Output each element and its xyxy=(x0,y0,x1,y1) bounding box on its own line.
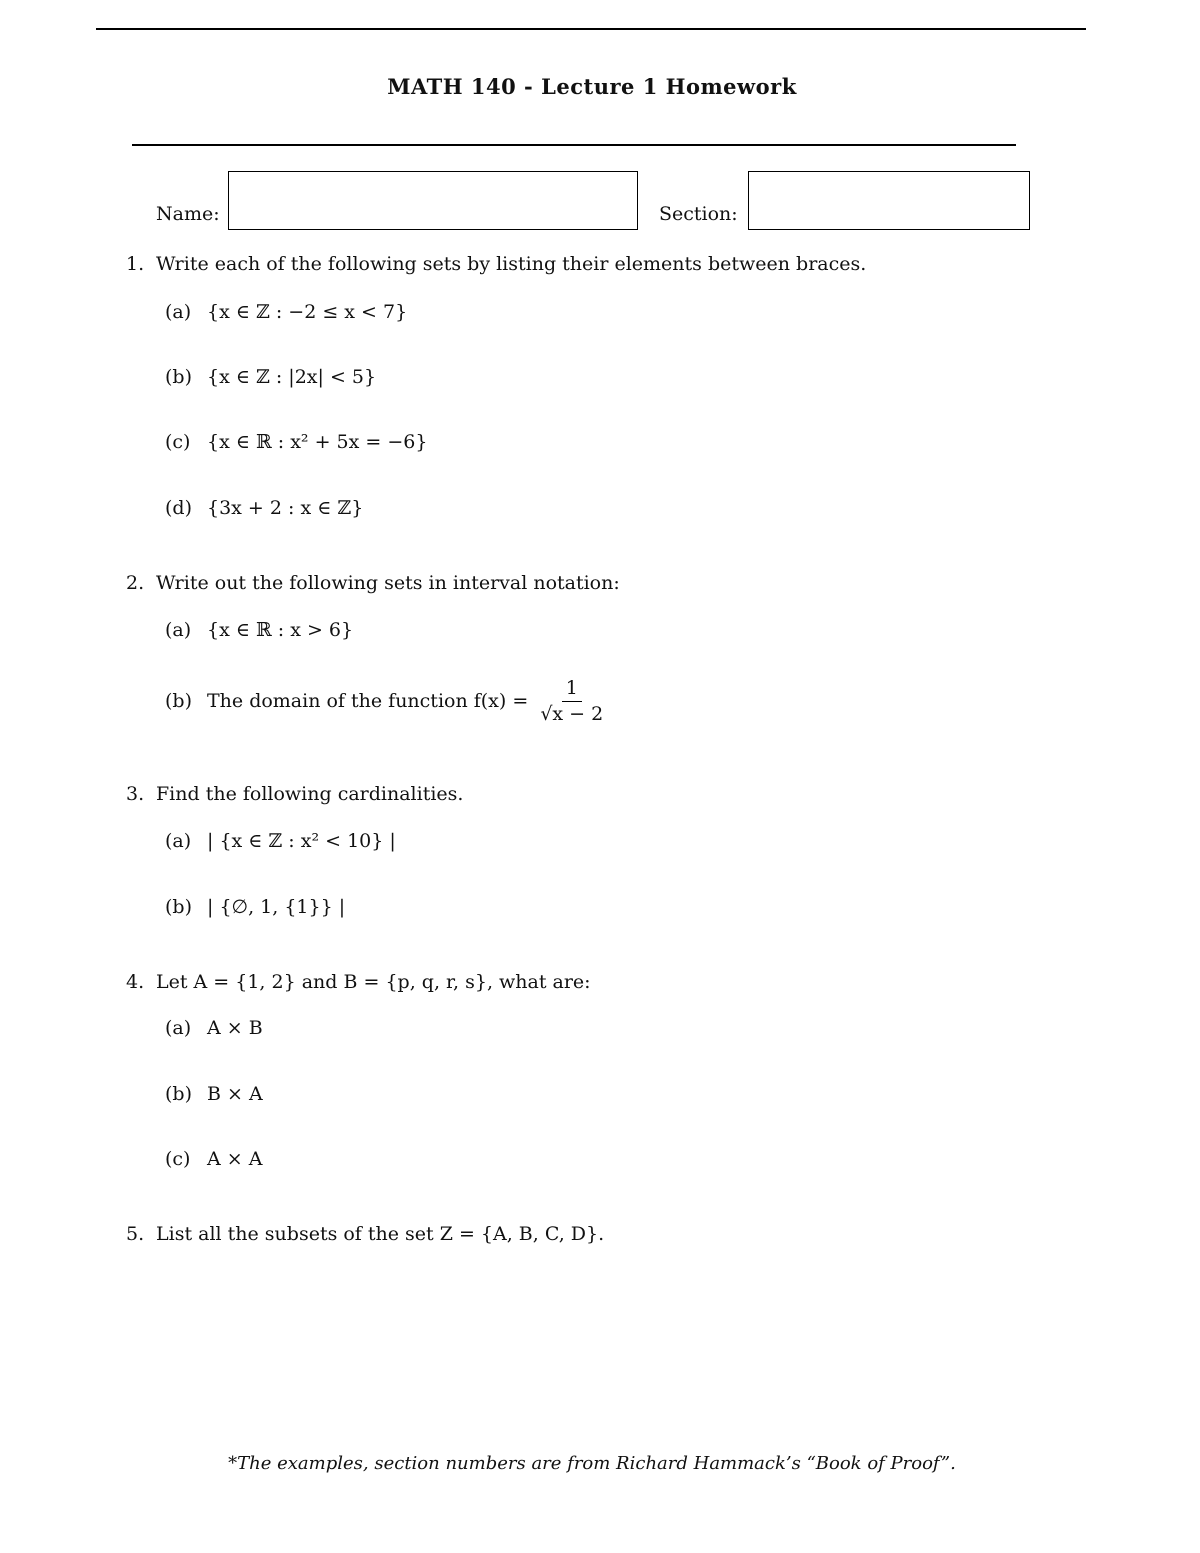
question-text: Write each of the following sets by listing their elements between braces. xyxy=(156,253,867,275)
part-text: A × B xyxy=(207,1017,263,1039)
question-text: Find the following cardinalities. xyxy=(156,783,464,805)
footnote: *The examples, section numbers are from Richard Hammack’s “Book of Proof”. xyxy=(228,1453,956,1474)
part-label: (b) xyxy=(165,896,192,918)
name-field[interactable] xyxy=(228,171,638,230)
fraction xyxy=(540,678,603,726)
part-text: {x ∈ ℤ : −2 ≤ x < 7} xyxy=(207,301,408,323)
part-text: The domain of the function f(x) = xyxy=(207,689,529,712)
part-text: A × A xyxy=(207,1148,263,1170)
question-number: 4. xyxy=(126,971,145,993)
question-1 xyxy=(126,253,866,275)
question-4-part-c xyxy=(165,1148,262,1170)
part-text: | {x ∈ ℤ : x² < 10} | xyxy=(207,830,396,852)
fraction-denominator: √x − 2 xyxy=(540,702,604,725)
section-label: Section: xyxy=(659,203,738,225)
top-rule xyxy=(96,28,1086,30)
part-label: (b) xyxy=(165,366,192,388)
question-number: 2. xyxy=(126,572,145,594)
part-label: (c) xyxy=(165,1148,191,1170)
part-label: (b) xyxy=(165,1083,192,1105)
part-text: | {∅, 1, {1}} | xyxy=(207,896,346,918)
title-rule xyxy=(132,144,1016,146)
part-label: (a) xyxy=(165,619,192,641)
question-3 xyxy=(126,783,463,805)
question-4-part-b xyxy=(165,1083,263,1105)
question-5 xyxy=(126,1223,604,1245)
question-3-part-b xyxy=(165,896,345,918)
part-label: (b) xyxy=(165,689,192,712)
question-2 xyxy=(126,572,620,594)
part-text: {x ∈ ℝ : x > 6} xyxy=(207,619,354,641)
question-number: 5. xyxy=(126,1223,145,1245)
part-text: {3x + 2 : x ∈ ℤ} xyxy=(207,497,364,519)
page-title: MATH 140 - Lecture 1 Homework xyxy=(387,74,797,99)
question-2-part-b xyxy=(165,678,603,726)
part-label: (a) xyxy=(165,301,192,323)
part-text: B × A xyxy=(207,1083,263,1105)
question-text: Let A = {1, 2} and B = {p, q, r, s}, what are: xyxy=(156,971,591,993)
section-field[interactable] xyxy=(748,171,1030,230)
part-label: (a) xyxy=(165,830,192,852)
question-3-part-a xyxy=(165,830,396,852)
question-text: List all the subsets of the set Z = {A, B, C, D}. xyxy=(156,1223,605,1245)
question-1-part-d xyxy=(165,497,363,519)
part-label: (d) xyxy=(165,497,192,519)
question-2-part-a xyxy=(165,619,353,641)
part-text: {x ∈ ℤ : |2x| < 5} xyxy=(207,366,377,388)
question-number: 1. xyxy=(126,253,145,275)
question-1-part-c xyxy=(165,431,427,453)
fraction-numerator: 1 xyxy=(562,678,582,702)
question-number: 3. xyxy=(126,783,145,805)
question-1-part-a xyxy=(165,301,407,323)
question-1-part-b xyxy=(165,366,376,388)
part-label: (c) xyxy=(165,431,191,453)
question-text: Write out the following sets in interval notation: xyxy=(156,572,620,594)
name-label: Name: xyxy=(156,203,220,225)
question-4 xyxy=(126,971,591,993)
question-4-part-a xyxy=(165,1017,263,1039)
part-text: {x ∈ ℝ : x² + 5x = −6} xyxy=(207,431,428,453)
part-label: (a) xyxy=(165,1017,192,1039)
